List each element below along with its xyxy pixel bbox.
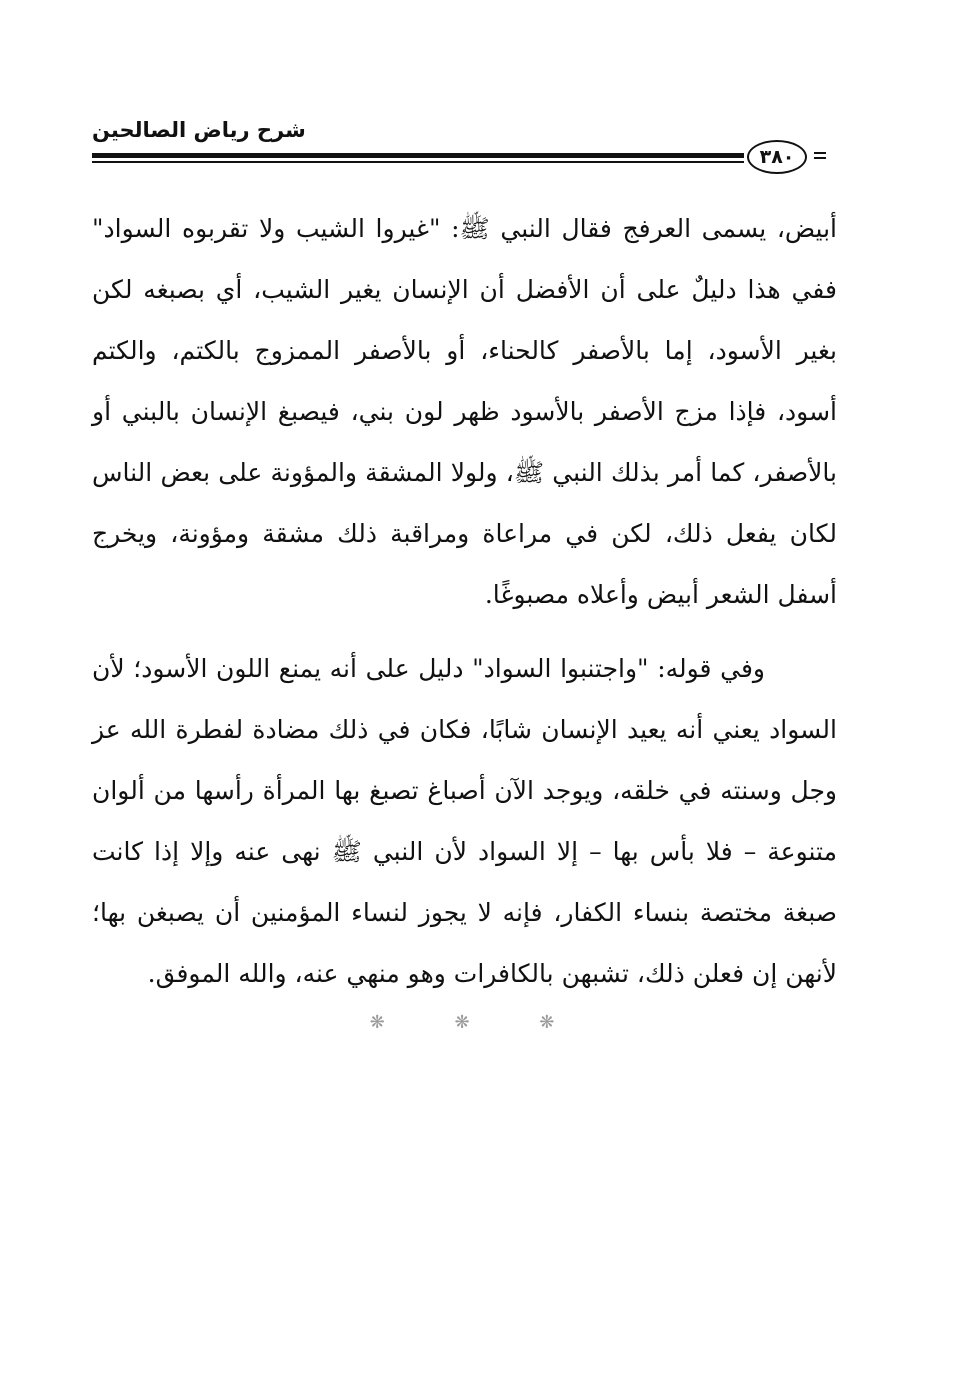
header-rule-thin: [92, 161, 744, 163]
header-bars-icon: [814, 152, 826, 164]
page-number: [747, 140, 807, 174]
page-number-text: ٣٨٠: [759, 146, 795, 168]
book-title: شرح رياض الصالحين: [92, 118, 306, 142]
section-end-ornament: ❋ ❋ ❋: [369, 1012, 587, 1033]
paragraph-2: وفي قوله: "واجتنبوا السواد" دليل على أنه يمنع اللون الأسود؛ لأن السواد يعني أنه يعيد الإنسان شابًا، فكان في ذلك مضادة لفطرة الله عز وجل وسنته في خلقه، ويوجد الآن أصباغ تصبغ بها المرأة رأسها من ألوان متنوعة – فلا بأس بها – إلا السواد لأن النبي ﷺ نهى عنه وإلا إذا كانت صبغة مختصة بنساء الكفار، فإنه لا يجوز لنساء المؤمنين أن يصبغن بها؛ لأنهن إن فعلن ذلك، تشبهن بالكافرات وهو منهي عنه، والله الموفق.: [92, 654, 837, 988]
page-header: [92, 118, 837, 198]
body-text: [92, 198, 837, 1004]
paragraph-1: أبيض، يسمى العرفج فقال النبي ﷺ: "غيروا الشيب ولا تقربوه السواد" ففي هذا دليلٌ على أن الأفضل أن الإنسان يغير الشيب، أي بصبغه لكن بغير الأسود، إما بالأصفر كالحناء، أو بالأصفر الممزوج بالكتم، والكتم أسود، فإذا مزج الأصفر بالأسود ظهر لون بني، فيصبغ الإنسان بالبني أو بالأصفر، كما أمر بذلك النبي ﷺ، ولولا المشقة والمؤونة على بعض الناس لكان يفعل ذلك، لكن في مراعاة ومراقبة ذلك مشقة ومؤونة، ويخرج أسفل الشعر أبيض وأعلاه مصبوغًا.: [92, 214, 837, 609]
header-rule-thick: [92, 153, 744, 158]
